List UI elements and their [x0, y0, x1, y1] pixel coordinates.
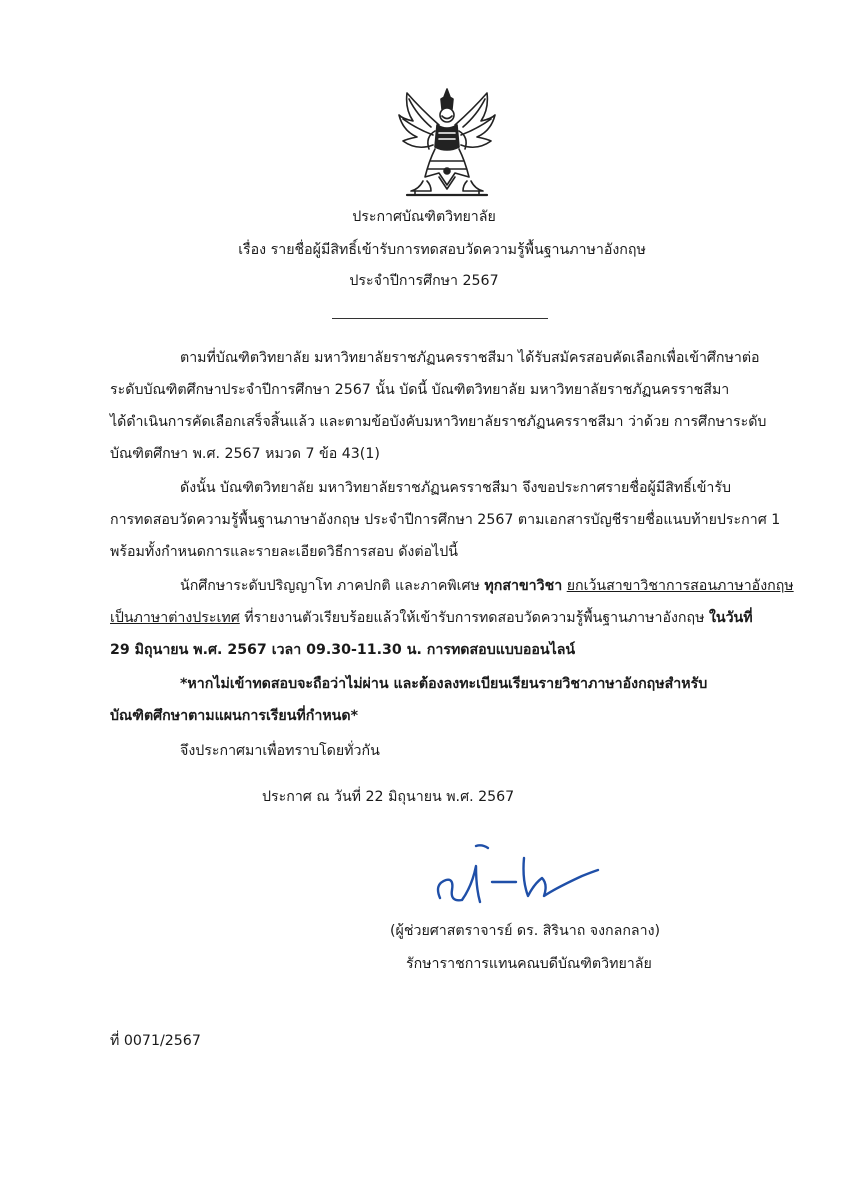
paragraph-3-text: ที่รายงานตัวเรียบร้อยแล้วให้เข้ารับการทดสอบวัดความรู้พื้นฐานภาษาอังกฤษ: [239, 610, 709, 626]
paragraph-3-text: นักศึกษาระดับปริญญาโท ภาคปกติ และภาคพิเศษ: [180, 578, 485, 594]
paragraph-2-line: ดังนั้น บัณฑิตวิทยาลัย มหาวิทยาลัยราชภัฏนครราชสีมา จึงขอประกาศรายชื่อผู้มีสิทธิ์เข้ารับ: [180, 480, 731, 496]
signature-icon: [432, 840, 602, 915]
note-line: *หากไม่เข้าทดสอบจะถือว่าไม่ผ่าน และต้องลงทะเบียนเรียนรายวิชาภาษาอังกฤษสำหรับ: [180, 676, 708, 692]
announcement-title: ประกาศบัณฑิตวิทยาลัย: [352, 209, 496, 225]
announcement-date: ประกาศ ณ วันที่ 22 มิถุนายน พ.ศ. 2567: [262, 789, 515, 805]
paragraph-2: [110, 472, 781, 568]
paragraph-3-line-2: [110, 602, 758, 634]
important-note: [110, 668, 758, 732]
garuda-emblem-icon: [395, 85, 500, 200]
note-line: บัณฑิตศึกษาตามแผนการเรียนที่กำหนด*: [110, 708, 359, 724]
paragraph-2-line: พร้อมทั้งกำหนดการและรายละเอียดวิธีการสอบ ดังต่อไปนี้: [110, 544, 458, 560]
signatory-name: (ผู้ช่วยศาสตราจารย์ ดร. สิรินาถ จงกลกลาง): [390, 923, 661, 939]
paragraph-2-line: การทดสอบวัดความรู้พื้นฐานภาษาอังกฤษ ประจำปีการศึกษา 2567 ตามเอกสารบัญชีรายชื่อแนบท้ายประกาศ 1: [110, 512, 781, 528]
exam-date-time: 29 มิถุนายน พ.ศ. 2567 เวลา 09.30-11.30 น. การทดสอบแบบออนไลน์: [110, 642, 576, 658]
paragraph-1-line: บัณฑิตศึกษา พ.ศ. 2567 หมวด 7 ข้อ 43(1): [110, 446, 380, 462]
paragraph-1-line: ตามที่บัณฑิตวิทยาลัย มหาวิทยาลัยราชภัฏนครราชสีมา ได้รับสมัครสอบคัดเลือกเพื่อเข้าศึกษาต่อ: [180, 350, 760, 366]
exception-program-text: ยกเว้นสาขาวิชาการสอนภาษาอังกฤษ: [566, 578, 794, 594]
header-divider: [332, 318, 548, 319]
paragraph-3-line-1: [110, 570, 794, 602]
exception-program-text-cont: เป็นภาษาต่างประเทศ: [110, 610, 240, 626]
paragraph-1: [110, 342, 767, 470]
announcement-subject: เรื่อง รายชื่อผู้มีสิทธิ์เข้ารับการทดสอบวัดความรู้พื้นฐานภาษาอังกฤษ: [238, 242, 646, 258]
closing-statement: จึงประกาศมาเพื่อทราบโดยทั่วกัน: [180, 743, 380, 759]
academic-year-line: ประจำปีการศึกษา 2567: [349, 273, 499, 289]
all-programs-emphasis: ทุกสาขาวิชา: [484, 578, 563, 594]
paragraph-3: [110, 570, 794, 666]
signatory-position: รักษาราชการแทนคณบดีบัณฑิตวิทยาลัย: [406, 956, 652, 972]
paragraph-1-line: ระดับบัณฑิตศึกษาประจำปีการศึกษา 2567 นั้น บัดนี้ บัณฑิตวิทยาลัย มหาวิทยาลัยราชภัฏนครราชสีมา: [110, 382, 730, 398]
paragraph-1-line: ได้ดำเนินการคัดเลือกเสร็จสิ้นแล้ว และตามข้อบังคับมหาวิทยาลัยราชภัฏนครราชสีมา ว่าด้วย การศึกษาระดับ: [110, 414, 767, 430]
document-number: ที่ 0071/2567: [110, 1033, 201, 1049]
date-lead-emphasis: ในวันที่: [708, 610, 753, 626]
